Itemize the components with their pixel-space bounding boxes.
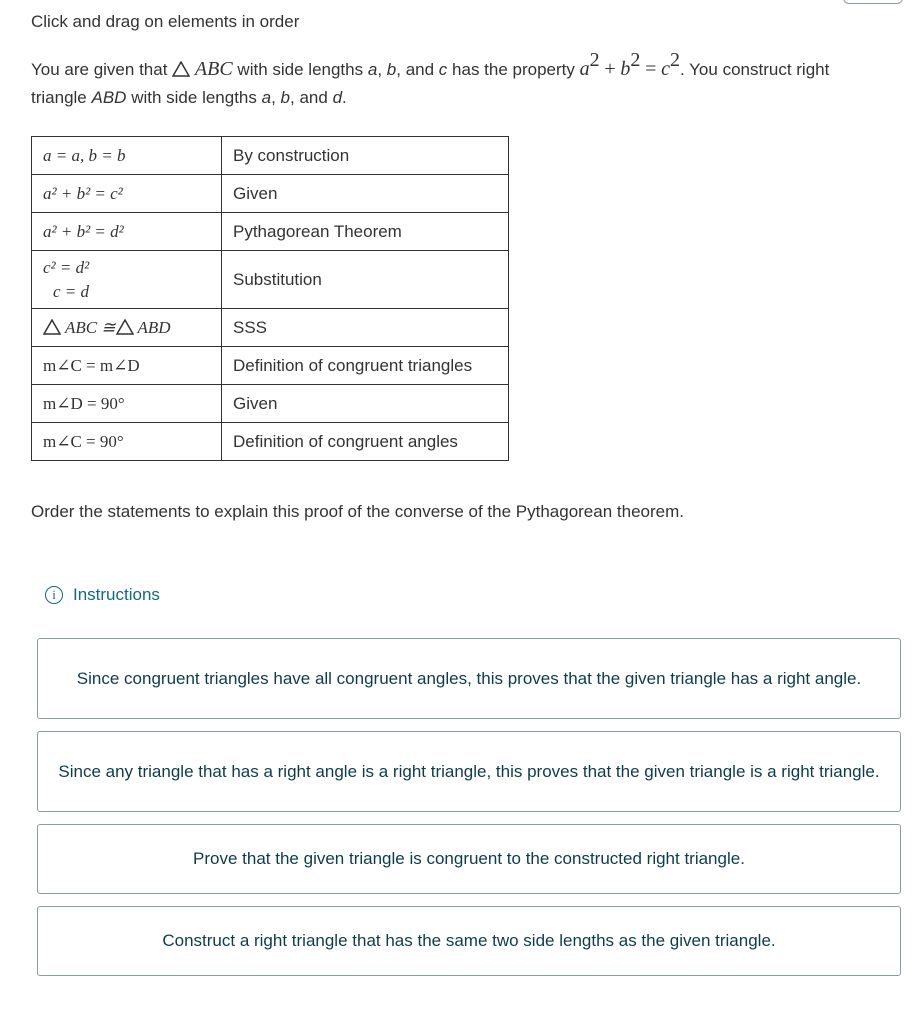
proof-table [31, 136, 509, 461]
table-row [32, 423, 509, 461]
instructions-label: Instructions [73, 585, 160, 604]
reason-cell: By construction [222, 137, 509, 175]
statement-cell: ABC ≅ ABD [32, 309, 222, 347]
page-title: Click and drag on elements in order [31, 12, 300, 31]
statement-cell: m∠C = m∠D [32, 347, 222, 385]
reason-cell: Given [222, 175, 509, 213]
reason-cell: SSS [222, 309, 509, 347]
reason-cell: Definition of congruent angles [222, 423, 509, 461]
statement-cell: a² + b² = d² [32, 213, 222, 251]
triangle-icon [172, 61, 190, 77]
info-icon: i [45, 586, 63, 604]
problem-statement: You are given that ABC with side lengths a, b, and c has the property $a^2 + b^2 = c^2$. You construct right triangle ABD with side lengths a, b, and d. [31, 49, 830, 107]
draggable-card[interactable]: Prove that the given triangle is congruent to the constructed right triangle. [37, 824, 901, 894]
table-row [32, 175, 509, 213]
partial-button-outline[interactable] [843, 0, 903, 4]
table-row [32, 347, 509, 385]
reason-cell: Definition of congruent triangles [222, 347, 509, 385]
triangle-icon [43, 319, 61, 335]
table-row [32, 251, 509, 309]
table-row [32, 137, 509, 175]
table-row [32, 213, 509, 251]
reason-cell: Given [222, 385, 509, 423]
draggable-card[interactable]: Since congruent triangles have all congruent angles, this proves that the given triangle has a right angle. [37, 638, 901, 719]
statement-cell: m∠C = 90° [32, 423, 222, 461]
instructions-button[interactable] [45, 585, 160, 605]
table-row [32, 385, 509, 423]
statement-cell: m∠D = 90° [32, 385, 222, 423]
statement-cell: a² + b² = c² [32, 175, 222, 213]
draggable-card[interactable]: Construct a right triangle that has the same two side lengths as the given triangle. [37, 906, 901, 976]
table-row [32, 309, 509, 347]
statement-cell: c² = d² c = d [32, 251, 222, 309]
reason-cell: Substitution [222, 251, 509, 309]
statement-cell: a = a, b = b [32, 137, 222, 175]
reason-cell: Pythagorean Theorem [222, 213, 509, 251]
order-prompt: Order the statements to explain this proof of the converse of the Pythagorean theorem. [31, 502, 684, 521]
triangle-icon [116, 319, 134, 335]
draggable-card[interactable]: Since any triangle that has a right angle is a right triangle, this proves that the given triangle is a right triangle. [37, 731, 901, 812]
